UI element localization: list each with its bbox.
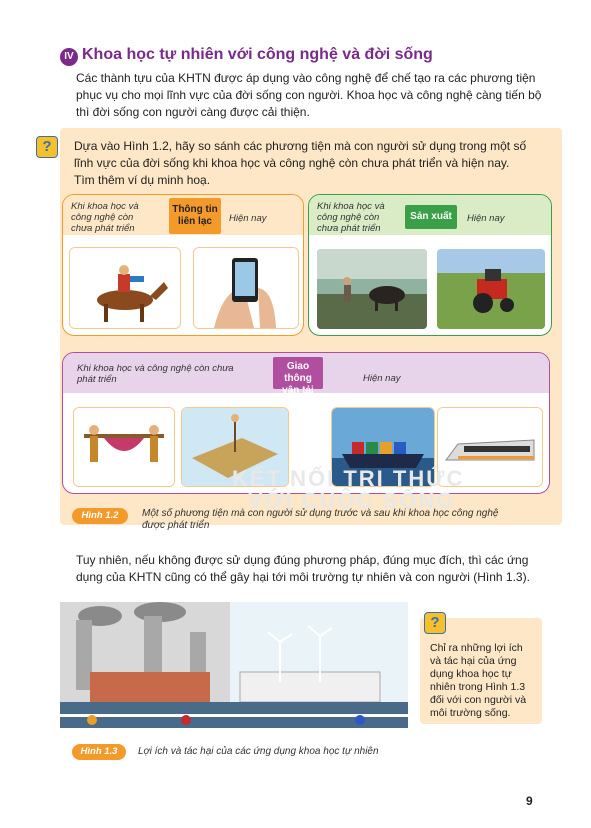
category-production: Sản xuất [405,205,457,229]
panel-past-label: Khi khoa học và công nghệ còn chưa phát triển [71,201,139,234]
panel-communication [62,194,304,336]
smartphone-icon [194,248,298,328]
panel-production [308,194,552,336]
panel-now-label: Hiện nay [363,373,401,384]
environment-illustration [60,602,408,728]
tractor-image [437,249,545,329]
horse-rider-icon [70,248,180,328]
watermark-line1: KẾT NỐI TRI THỨC [232,466,465,491]
watermark-line2: VỚI CUỘC SỐNG [248,488,456,513]
figure-caption: Lợi ích và tác hại của các ứng dụng khoa học tự nhiên [138,746,379,757]
category-communication: Thông tin liên lạc [169,198,221,234]
body-paragraph: Tuy nhiên, nếu không được sử dụng đúng phương pháp, đúng mục đích, thì các ứng dụng của KHTN cũng có thể gây hại tới môi trường tự nhiên và con người (Hình 1.3). [76,553,530,584]
figure-label: Hình 1.3 [72,744,126,760]
page-number: 9 [526,794,533,808]
buffalo-plough-image [317,249,427,329]
buffalo-plough-icon [317,249,427,329]
wind-turbine-icon [260,622,390,682]
figure-label: Hình 1.2 [72,508,128,524]
smartphone-image [193,247,299,329]
intro-paragraph: Các thành tựu của KHTN được áp dụng vào công nghệ để chế tạo ra các phương tiện phục vụ cho mọi lĩnh vực của đời sống con người. Khoa học và công nghệ càng tiến bộ thì đời sống con người càng được cải thiện. [76,71,542,119]
question-icon: ? [424,612,446,634]
category-transport: Giao thông vận tải [273,357,323,389]
figure-caption: Một số phương tiện mà con người sử dụng trước và sau khi khoa học công nghệ được phát triển [142,508,499,531]
horse-rider-image [69,247,181,329]
panel-now-label: Hiện nay [229,213,267,224]
tractor-icon [437,249,545,329]
section-badge: IV [60,48,78,66]
panel-past-label: Khi khoa học và công nghệ còn chưa phát triển [77,363,234,385]
question-icon: ? [36,136,58,158]
question-text: Dựa vào Hình 1.2, hãy so sánh các phương tiện mà con người sử dụng trong một số lĩnh vực của đời sống khi khoa học và công nghệ còn chưa phát triển và hiện nay. Tìm thêm ví dụ minh hoạ. [74,139,527,187]
section-title: Khoa học tự nhiên với công nghệ và đời sống [82,46,433,63]
palanquin-icon [74,408,174,486]
panel-past-label: Khi khoa học và công nghệ còn chưa phát triển [317,201,385,234]
palanquin-image [73,407,175,487]
side-question-text: Chỉ ra những lợi ích và tác hại của ứng dụng khoa học tự nhiên trong Hình 1.3 đối với con người và môi trường sống. [430,642,527,719]
panel-now-label: Hiện nay [467,213,505,224]
